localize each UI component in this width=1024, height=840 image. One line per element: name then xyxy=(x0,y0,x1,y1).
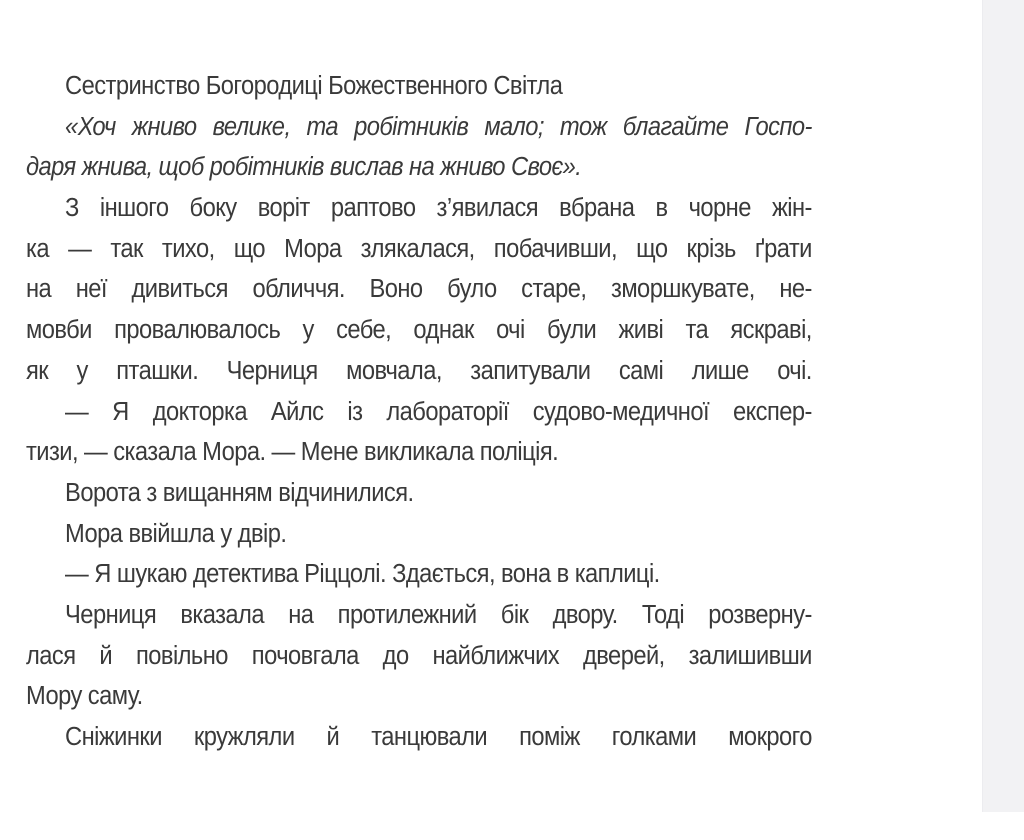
text-line: Мора ввійшла у двір. xyxy=(65,519,287,548)
text-line: «Хоч жниво велике, та робітників мало; тож благайте Госпо- xyxy=(65,112,812,141)
text-line: тизи, — сказала Мора. — Мене викликала поліція. xyxy=(26,438,559,467)
text-line: Черниця вказала на протилежний бік двору. Тоді розверну- xyxy=(65,600,812,629)
text-line: ка — так тихо, що Мора злякалася, побачивши, що крізь ґрати xyxy=(26,234,812,263)
text-line: Ворота з вищанням відчинилися. xyxy=(65,478,414,507)
text-line: даря жнива, щоб робітників вислав на жниво Своє». xyxy=(26,153,582,182)
side-panel xyxy=(982,0,1024,812)
text-line: Мору саму. xyxy=(26,682,143,711)
text-line: — Я шукаю детектива Ріццолі. Здається, вона в каплиці. xyxy=(65,560,660,589)
text-line: на неї дивиться обличчя. Воно було старе, зморшкувате, не- xyxy=(26,275,812,304)
text-line: Сестринство Богородиці Божественного Світла xyxy=(65,72,563,100)
text-line: Сніжинки кружляли й танцювали поміж голками мокрого xyxy=(65,723,812,751)
text-line: З іншого боку воріт раптово з’явилася вбрана в чорне жін- xyxy=(65,194,812,223)
text-line: як у пташки. Черниця мовчала, запитували самі лише очі. xyxy=(26,356,812,385)
text-line: лася й повільно почовгала до найближчих дверей, залишивши xyxy=(26,641,812,670)
text-body xyxy=(26,66,812,758)
text-line: — Я докторка Айлс із лабораторії судово-медичної експер- xyxy=(65,397,812,426)
text-line: мовби провалювалось у себе, однак очі були живі та яскраві, xyxy=(26,316,812,345)
page-bottom xyxy=(0,812,1024,840)
